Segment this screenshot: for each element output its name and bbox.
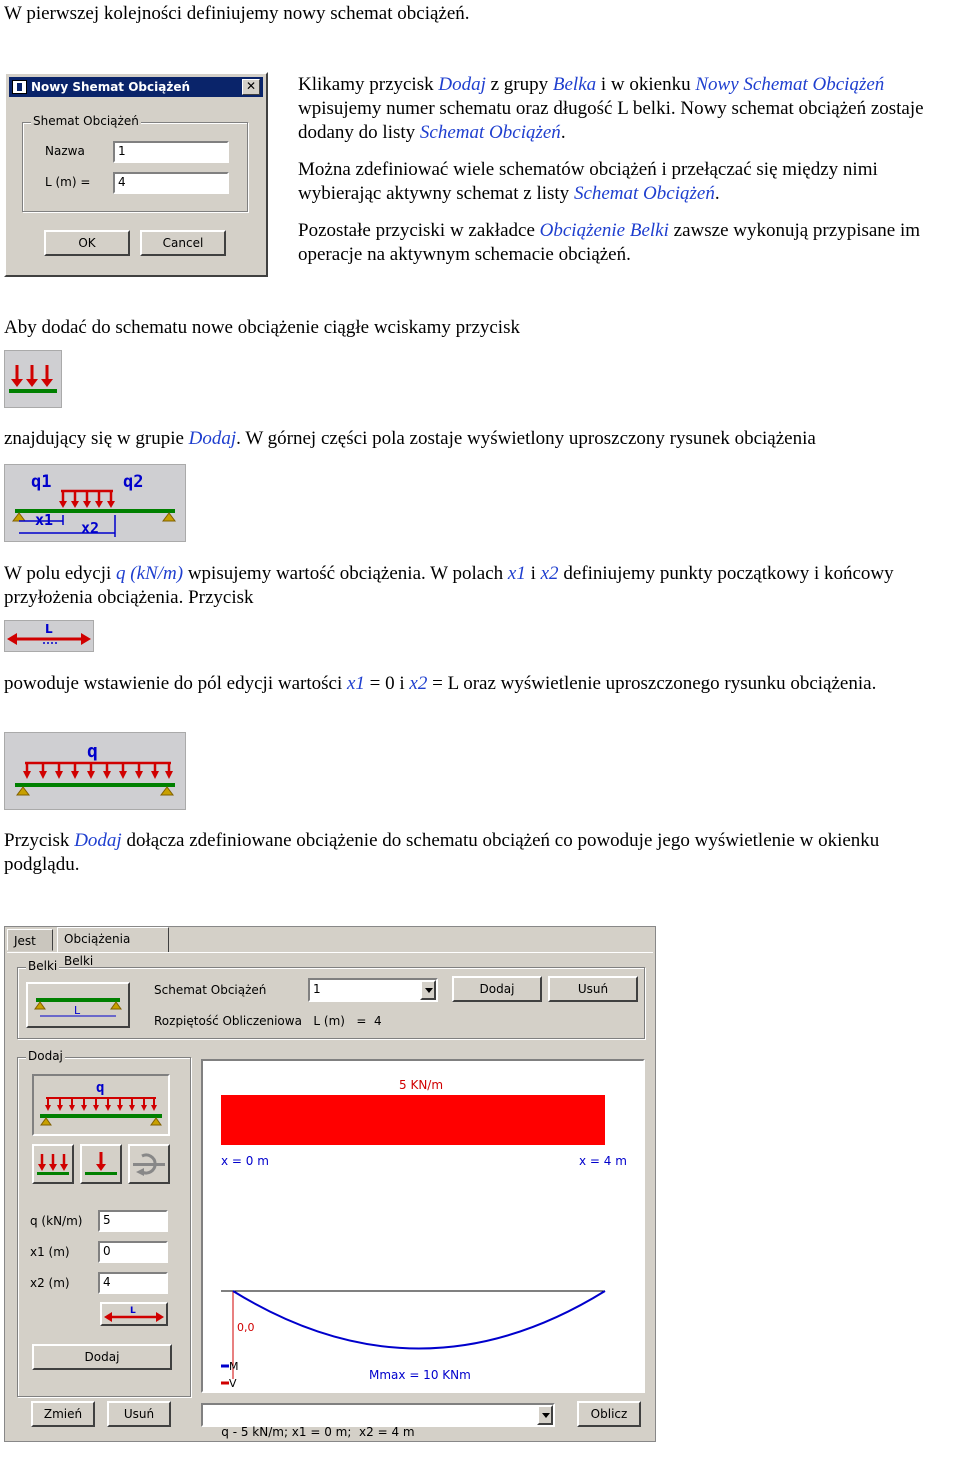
mmax-label: Mmax = 10 KNm: [369, 1368, 471, 1382]
close-icon[interactable]: ✕: [242, 79, 260, 95]
ok-button[interactable]: OK: [44, 230, 130, 256]
loads-list-select[interactable]: [201, 1403, 555, 1439]
moment-load-icon: [130, 1146, 168, 1182]
schemat-label: Schemat Obciążeń: [154, 983, 267, 997]
paragraph-8: Przycisk Dodaj dołącza zdefiniowane obciążenie do schematu obciążeń co powoduje jego wyświetlenie w okienku podglądu.: [4, 830, 880, 875]
distributed-load-button[interactable]: [32, 1144, 74, 1184]
full-length-icon: [102, 1304, 166, 1324]
paragraph-4: Aby dodać do schematu nowe obciążenie ciągłe wciskamy przycisk: [4, 317, 520, 338]
app-icon: [12, 80, 27, 94]
preview-canvas: [201, 1059, 645, 1393]
zero-label: 0,0: [237, 1321, 255, 1334]
paragraph-2: Można zdefiniować wiele schematów obciążeń i przełączać się między nimi wybierając aktywny schemat z listy Schemat Obciążeń.: [298, 159, 878, 204]
usun-load-button[interactable]: Usuń: [107, 1401, 171, 1427]
full-length-button[interactable]: [100, 1302, 168, 1326]
dialog-title: Nowy Shemat Obciążeń: [31, 80, 190, 94]
beam-L-label: L: [74, 1004, 81, 1017]
length-field[interactable]: 4: [113, 172, 229, 194]
m-legend-label: M: [229, 1360, 239, 1373]
cancel-button[interactable]: Cancel: [140, 230, 226, 256]
dodaj-group-label: Dodaj: [28, 1049, 63, 1063]
load-preview-panel: [32, 1074, 170, 1136]
x2-field[interactable]: 4: [98, 1272, 168, 1294]
schemat-dodaj-button[interactable]: Dodaj: [452, 976, 542, 1002]
v-legend-label: V: [229, 1377, 237, 1390]
paragraph-6: W polu edycji q (kN/m) wpisujemy wartość obciążenia. W polach x1 i x2 definiujemy punkty początkowy i końcowy przyłożenia obciążenia. Przycisk: [4, 563, 894, 608]
x2-label: x2: [81, 519, 100, 537]
x2-label: x2 (m): [30, 1276, 70, 1290]
q-field[interactable]: 5: [98, 1210, 168, 1232]
rozpietosc-label: Rozpiętość Obliczeniowa L (m) =: [154, 1014, 367, 1028]
x1-label: x1 (m): [30, 1245, 70, 1259]
schemat-usun-button[interactable]: Usuń: [548, 976, 638, 1002]
beam-load-app-window: [4, 926, 656, 1442]
x1-field[interactable]: 0: [98, 1241, 168, 1263]
load-preview-q-icon: [4, 732, 186, 810]
distributed-load-icon[interactable]: [4, 350, 62, 408]
point-load-icon: [82, 1146, 120, 1182]
full-length-icon[interactable]: [4, 620, 94, 652]
scheme-group: [22, 114, 248, 212]
dodaj-load-button[interactable]: Dodaj: [32, 1344, 172, 1370]
moment-load-button[interactable]: [128, 1144, 170, 1184]
paragraph-7: powoduje wstawienie do pól edycji wartości x1 = 0 i x2 = L oraz wyświetlenie uproszczonego rysunku obciążenia.: [4, 673, 877, 694]
zmien-button[interactable]: Zmień: [31, 1401, 95, 1427]
name-label: Nazwa: [45, 144, 85, 158]
schemat-select[interactable]: [308, 978, 438, 1002]
intro-text: W pierwszej kolejności definiujemy nowy schemat obciążeń.: [4, 3, 470, 24]
moment-curve: [233, 1291, 605, 1349]
load-value-label: 5 KN/m: [399, 1078, 444, 1092]
q-label: q (kN/m): [30, 1214, 83, 1228]
x1-label: x1: [35, 511, 54, 529]
distributed-load-icon: [34, 1146, 72, 1182]
loads-list-value: q - 5 kN/m; x1 = 0 m; x2 = 4 m: [221, 1425, 415, 1439]
beam-button[interactable]: [26, 982, 130, 1028]
name-field[interactable]: 1: [113, 141, 229, 163]
length-label: L (m) =: [45, 175, 91, 189]
load-rectangle: [221, 1095, 605, 1145]
tab-obciazenia-belki[interactable]: Obciążenia Belki: [57, 927, 169, 953]
x-end-label: x = 4 m: [579, 1154, 627, 1168]
point-load-button[interactable]: [80, 1144, 122, 1184]
chevron-down-icon[interactable]: [537, 1405, 553, 1425]
load-preview-q1-q2-icon: [4, 464, 186, 542]
dialog-title-bar: [9, 77, 263, 97]
q2-label: q2: [123, 472, 144, 492]
paragraph-5: znajdujący się w grupie Dodaj. W górnej części pola zostaje wyświetlony uproszczony rysunek obciążenia: [4, 428, 816, 449]
x-start-label: x = 0 m: [221, 1154, 269, 1168]
rozpietosc-value: 4: [374, 1014, 382, 1028]
full-length-L-label: L: [45, 622, 53, 636]
schemat-select-value: 1: [313, 982, 321, 996]
paragraph-3: Pozostałe przyciski w zakładce Obciążenie Belki zawsze wykonują przypisane im operacje na aktywnym schemacie obciążeń.: [298, 220, 921, 265]
full-length-button-label: L: [130, 1306, 136, 1316]
new-scheme-dialog: [4, 72, 268, 277]
dodaj-group: [17, 1049, 191, 1397]
tab-jest[interactable]: Jest: [7, 929, 53, 951]
scheme-group-label: Shemat Obciążeń: [33, 114, 139, 128]
oblicz-button[interactable]: Oblicz: [577, 1401, 641, 1427]
belki-group: [17, 959, 645, 1039]
q-label: q: [87, 741, 98, 762]
preview-q-label: q: [96, 1080, 105, 1096]
q1-label: q1: [31, 472, 52, 492]
paragraph-1: Klikamy przycisk Dodaj z grupy Belka i w okienku Nowy Schemat Obciążeń wpisujemy numer schematu oraz długość L belki. Nowy schemat obciążeń zostaje dodany do listy Schemat Obciążeń.: [298, 74, 924, 143]
belki-group-label: Belki: [28, 959, 58, 973]
chevron-down-icon[interactable]: [420, 980, 436, 1000]
